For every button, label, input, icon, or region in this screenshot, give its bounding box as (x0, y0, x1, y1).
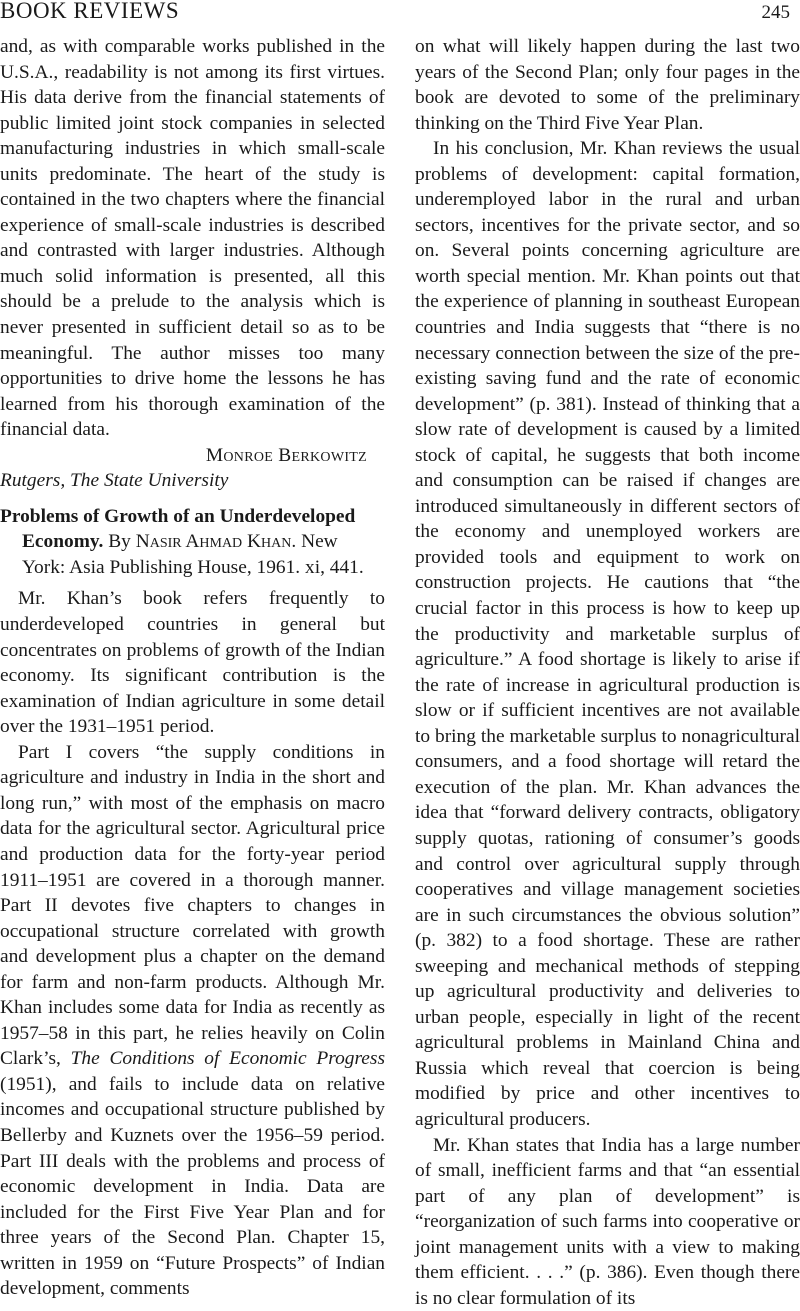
running-head: BOOK REVIEWS (0, 0, 180, 23)
paragraph-2-text-start: Part I covers “the supply conditions in agriculture and industry in India in the short and long run,” with most of the emphasis on macro data for the agricultural sector. Agricultural price and production data for the forty-year period 1911–1951 are covered in a thorough manner. Part II devotes five chapters to changes in occupational structure correlated with growth and development plus a chapter on the demand for farm and non-farm products. Although Mr. Khan includes some data for India as recently as 1957–58 in this part, he relies heavily on Colin Clark’s, (0, 741, 385, 1070)
publication-info: New York: Asia Publishing House, 1961. xi, 441. (22, 531, 364, 578)
reviewer-affiliation: Rutgers, The State University (0, 470, 229, 492)
page-header (0, 0, 790, 26)
book-title: Problems of Growth of an Underdeveloped Economy. (0, 505, 356, 553)
review-paragraph-2 (0, 740, 385, 1302)
review-paragraph-5: Mr. Khan states that India has a large number of small, inefficient farms and that “an essential part of any plan of development” is “reorganization of such farms into cooperative or joint management units with a view to making them efficient. . . .” (p. 386). Even though there is no clear formulation of its (415, 1134, 800, 1309)
review-paragraph-4: In his conclusion, Mr. Khan reviews the usual problems of development: capital formation, underemployed labor in the rural and urban sectors, incentives for the private sector, and so on. Several points concerning agriculture are worth special mention. Mr. Khan points out that the experience of planning in southeast European countries and India suggests that “there is no necessary connection between the size of the pre-existing saving fund and the rate of economic development” (p. 381). Instead of thinking that a slow rate of development is caused by a limited stock of capital, he suggests that both income and consumption can be raised if changes are introduced simultaneously in different sectors of the economy and unemployed workers are provided tools and equipment to work on construction projects. He cautions that “the crucial factor in this process is how to keep up the productivity and marketable surplus of agriculture.” A food shortage is likely to arise if the rate of increase in agricultural production is slow or if sufficient incentives are not available to bring the marketable surplus to nonagricultural consumers, and a food shortage will retard the execution of the plan. Mr. Khan advances the idea that “forward delivery contracts, obligatory supply quotas, rationing of consumer’s goods and control over agricultural supply through cooperatives and village management societies are in such circumstances the obvious solution” (p. 382) to a food shortage. These are rather sweeping and mechanical methods of stepping up agricultural productivity and deliveries to urban people, especially in light of the recent agricultural problems in Mainland China and Russia which reveal that coercion is being modified by price and other incentives to agricultural producers. (415, 138, 800, 1130)
left-column (0, 34, 385, 1302)
review-paragraph-1: Mr. Khan’s book refers frequently to underdeveloped countries in general but concentrates on problems of growth of the Indian economy. Its significant contribution is the examination of Indian agriculture in some detail over the 1931–1951 period. (0, 588, 385, 738)
reviewer-signature: Monroe Berkowitz (205, 444, 367, 466)
page-number: 245 (761, 2, 790, 23)
book-citation-heading (0, 504, 385, 581)
paragraph-2-text-end: (1951), and fails to include data on relative incomes and occupational structure published by Bellerby and Kuznets over the 1956–59 period. Part III deals with the problems and process of economic development in India. Data are included for the First Five Year Plan and for three years of the Second Plan. Chapter 15, written in 1959 on “Future Prospects” of Indian development, comments (0, 1073, 385, 1300)
review-paragraph-3: on what will likely happen during the last two years of the Second Plan; only four pages in the book are devoted to some of the preliminary thinking on the Third Five Year Plan. (415, 36, 800, 134)
continued-review-paragraph: and, as with comparable works published in the U.S.A., readability is not among its first virtues. His data derive from the financial statements of public limited joint stock companies in selected manufacturing industries in which small-scale units predominate. The heart of the study is contained in the two chapters where the financial experience of small-scale industries is described and contrasted with larger industries. Although much solid information is presented, all this should be a prelude to the analysis which is never presented in sufficient detail so as to be meaningful. The author misses too many opportunities to drive home the lessons he has learned from his thorough examination of the financial data. (0, 36, 385, 441)
right-column (415, 34, 800, 1311)
by-word: By (108, 531, 131, 553)
cited-book-title: The Conditions of Economic Progress (70, 1048, 385, 1070)
book-author: Nasir Ahmad Khan. (135, 531, 297, 553)
